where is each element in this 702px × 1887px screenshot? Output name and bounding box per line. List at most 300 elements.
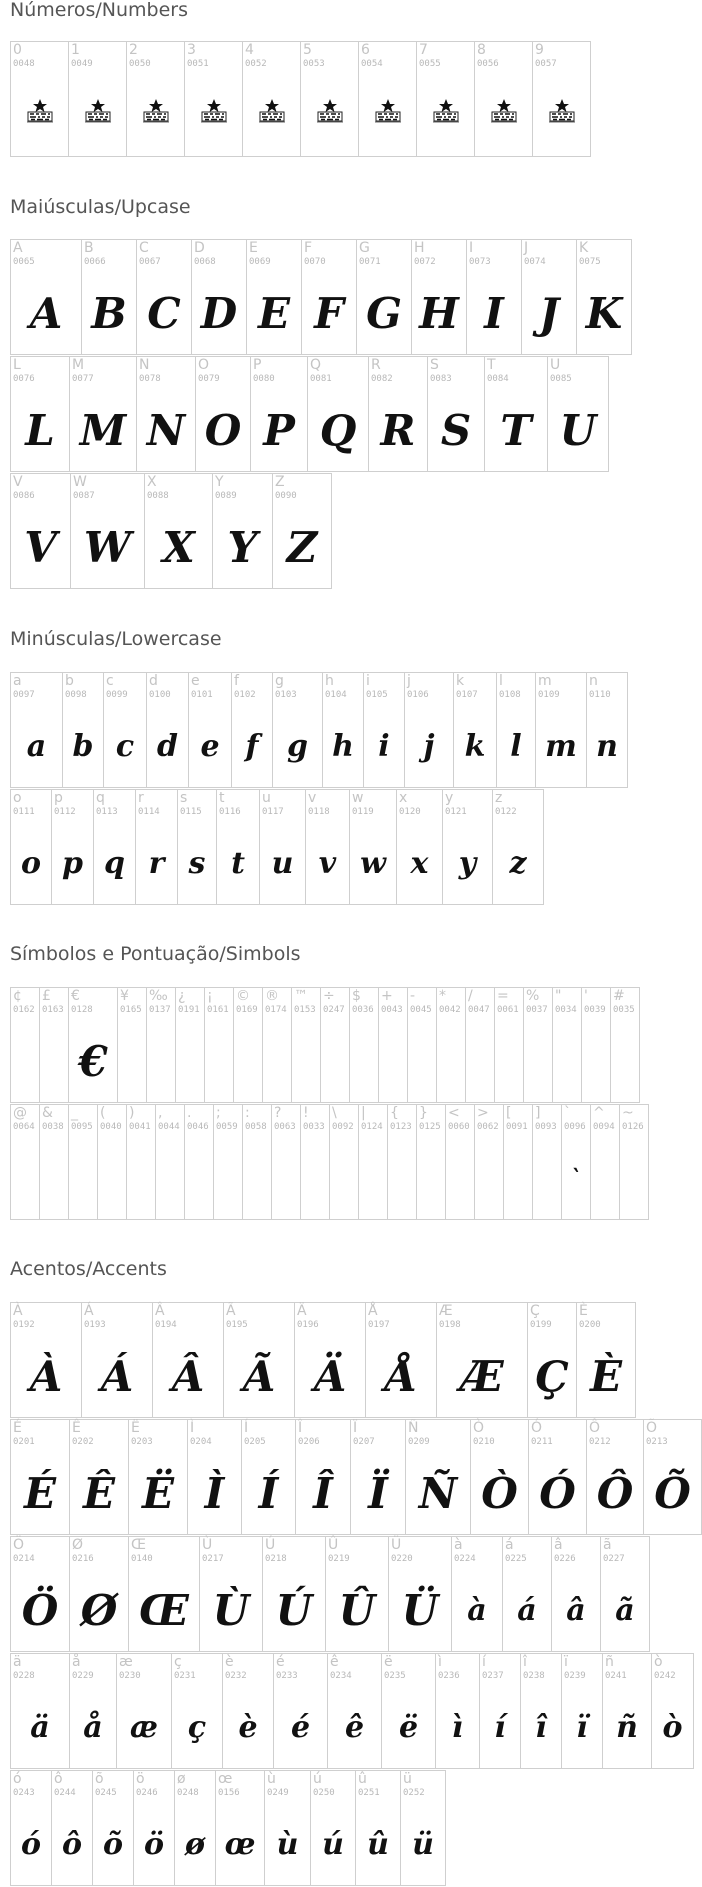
glyph-character: Ì [190,1420,195,1436]
glyph-character: Î [298,1420,303,1436]
glyph-sample: P [263,406,295,455]
glyph-code: 0121 [445,807,467,817]
glyph-sample: Ê [82,1469,115,1518]
missing-glyph-icon [83,98,113,124]
glyph-character: h [325,673,334,689]
glyph-code: 0231 [174,1671,196,1681]
glyph-cell [136,356,196,472]
glyph-sample: Ø [80,1586,118,1635]
glyph-cell [404,672,454,788]
glyph-character: u [262,790,271,806]
glyph-code: 0225 [505,1554,527,1564]
glyph-cell [188,672,232,788]
glyph-sample: d [157,729,178,764]
glyph-character: S [430,357,439,373]
glyph-character: ï [564,1654,568,1670]
symbols-row-1 [10,987,639,1103]
glyph-code: 0048 [13,59,35,69]
glyph-code: 0162 [13,1005,35,1015]
glyph-character: 3 [187,42,196,58]
glyph-sample: ä [30,1710,50,1745]
glyph-cell [643,1419,702,1535]
glyph-character: © [236,988,250,1004]
glyph-sample: j [423,729,435,764]
missing-glyph-icon [431,98,461,124]
glyph-sample: W [83,523,132,572]
glyph-code: 0197 [368,1320,390,1330]
glyph-character: R [371,357,381,373]
glyph-cell [350,1419,406,1535]
glyph-character: Ë [131,1420,140,1436]
glyph-code: 0081 [310,374,332,384]
glyph-cell [445,1104,475,1220]
glyph-character: ` [564,1105,571,1121]
glyph-cell [191,239,247,355]
glyph-cell [502,1536,552,1652]
glyph-character: Í [244,1420,249,1436]
glyph-character: û [358,1771,367,1787]
glyph-code: 0079 [198,374,220,384]
glyph-character: z [495,790,503,806]
glyph-code: 0213 [646,1437,668,1447]
glyph-character: Ä [297,1303,307,1319]
glyph-cell [146,672,189,788]
glyph-cell [97,1104,127,1220]
glyph-cell [396,789,443,905]
glyph-code: 0092 [332,1122,354,1132]
glyph-cell [135,789,178,905]
glyph-cell [68,1104,98,1220]
glyph-character: I [469,240,474,256]
glyph-code: 0122 [495,807,517,817]
glyph-character: ) [129,1105,135,1121]
glyph-character: 7 [419,42,428,58]
glyph-cell [10,1770,52,1886]
glyph-character: ò [654,1654,663,1670]
glyph-sample: ù [276,1827,299,1862]
glyph-character: 8 [477,42,486,58]
glyph-character: l [499,673,503,689]
glyph-cell [576,239,632,355]
glyph-sample: Â [171,1352,205,1401]
glyph-character: ? [274,1105,282,1121]
glyph-cell [416,41,475,157]
glyph-character: Ù [202,1537,213,1553]
glyph-code: 0140 [131,1554,153,1564]
glyph-cell [484,356,548,472]
glyph-code: 0203 [131,1437,153,1447]
glyph-cell [51,789,94,905]
glyph-sample: á [517,1593,537,1628]
glyph-code: 0194 [155,1320,177,1330]
glyph-character: á [505,1537,514,1553]
glyph-sample: i [378,729,390,764]
glyph-sample: y [458,846,477,881]
glyph-cell [581,987,611,1103]
glyph-code: 0041 [129,1122,151,1132]
glyph-code: 0111 [13,807,35,817]
glyph-code: 0229 [72,1671,94,1681]
glyph-code: 0074 [524,257,546,267]
glyph-cell [307,356,369,472]
glyph-sample: Ù [212,1586,250,1635]
glyph-code: 0237 [482,1671,504,1681]
glyph-cell [465,987,495,1103]
glyph-sample: I [484,289,504,338]
glyph-sample: Ñ [418,1469,458,1518]
glyph-code: 0067 [139,257,161,267]
glyph-code: 0044 [158,1122,180,1132]
glyph-code: 0244 [54,1788,76,1798]
glyph-sample: Æ [460,1352,504,1401]
glyph-sample: D [200,289,238,338]
glyph-sample: Ú [275,1586,313,1635]
glyph-sample: Ò [481,1469,518,1518]
glyph-code: 0053 [303,59,325,69]
glyph-character: i [366,673,370,689]
glyph-character: à [454,1537,463,1553]
glyph-cell [68,41,127,157]
glyph-sample: î [535,1710,547,1745]
glyph-character: * [439,988,446,1004]
glyph-character: [ [506,1105,512,1121]
glyph-character: + [381,988,393,1004]
glyph-character: N [139,357,150,373]
glyph-cell [146,987,176,1103]
glyph-code: 0065 [13,257,35,267]
glyph-code: 0118 [308,807,330,817]
glyph-sample: Ö [21,1586,59,1635]
glyph-sample: Y [227,523,258,572]
glyph-code: 0114 [138,807,160,817]
glyph-character: Ò [473,1420,485,1436]
glyph-character: ; [216,1105,221,1121]
glyph-character: J [524,240,529,256]
glyph-character: Ü [391,1537,402,1553]
glyph-sample: è [238,1710,258,1745]
glyph-cell [10,1653,70,1769]
glyph-code: 0104 [325,690,347,700]
glyph-cell [231,672,273,788]
glyph-character: Á [84,1303,94,1319]
glyph-code: 0062 [477,1122,499,1132]
numbers-row [10,41,590,157]
glyph-code: 0038 [42,1122,64,1132]
glyph-code: 0075 [579,257,601,267]
glyph-character: d [149,673,158,689]
glyph-sample: æ [130,1710,158,1745]
glyph-cell [551,1536,601,1652]
glyph-cell [349,789,397,905]
glyph-character: { [390,1105,399,1121]
glyph-cell [81,239,137,355]
glyph-code: 0060 [448,1122,470,1132]
glyph-code: 0120 [399,807,421,817]
glyph-cell [10,987,40,1103]
glyph-cell [273,1653,328,1769]
glyph-character: t [219,790,225,806]
glyph-cell [215,1770,265,1886]
glyph-code: 0069 [249,257,271,267]
glyph-character: n [589,673,598,689]
glyph-sample: u [271,846,294,881]
glyph-code: 0108 [499,690,521,700]
glyph-code: 0097 [13,690,35,700]
glyph-character: p [54,790,63,806]
glyph-cell [152,1302,224,1418]
glyph-sample: Å [384,1352,418,1401]
glyph-character: å [72,1654,81,1670]
glyph-sample: s [188,846,206,881]
glyph-character: ô [54,1771,63,1787]
glyph-cell [494,987,524,1103]
glyph-sample: H [419,289,459,338]
glyph-character: Ï [353,1420,358,1436]
glyph-character: ê [330,1654,339,1670]
glyph-character: 2 [129,42,138,58]
upper-row-1 [10,239,631,355]
glyph-cell [520,1653,562,1769]
glyph-cell [322,672,364,788]
glyph-code: 0088 [147,491,169,501]
glyph-code: 0054 [361,59,383,69]
glyph-sample: Q [319,406,357,455]
upper-row-3 [10,473,331,589]
glyph-code: 0198 [439,1320,461,1330]
glyph-code: 0218 [265,1554,287,1564]
glyph-character: _ [71,1105,78,1121]
glyph-cell [271,1104,301,1220]
glyph-character: Ã [226,1303,236,1319]
glyph-code: 0072 [414,257,436,267]
glyph-cell [175,987,205,1103]
glyph-code: 0068 [194,257,216,267]
glyph-code: 0115 [180,807,202,817]
glyph-character: ä [13,1654,22,1670]
glyph-character: v [308,790,317,806]
glyph-character: C [139,240,149,256]
glyph-character: F [304,240,313,256]
glyph-sample: V [24,523,57,572]
glyph-character: ø [177,1771,186,1787]
missing-glyph-icon [373,98,403,124]
glyph-cell [561,1653,603,1769]
glyph-cell [436,987,466,1103]
glyph-cell [528,1419,587,1535]
glyph-character: & [42,1105,53,1121]
glyph-cell [325,1536,389,1652]
glyph-cell [128,1536,200,1652]
glyph-sample: Z [286,523,318,572]
glyph-sample: K [585,289,623,338]
glyph-character: c [106,673,114,689]
glyph-cell [171,1653,223,1769]
glyph-sample: ï [576,1710,588,1745]
glyph-character: œ [218,1771,233,1787]
glyph-cell [600,1536,650,1652]
glyph-code: 0227 [603,1554,625,1564]
glyph-character: r [138,790,144,806]
glyph-code: 0056 [477,59,499,69]
glyph-cell [610,987,640,1103]
glyph-character: , [158,1105,163,1121]
glyph-cell [133,1770,175,1886]
glyph-code: 0123 [390,1122,412,1132]
glyph-character: s [180,790,188,806]
glyph-sample: Ü [401,1586,439,1635]
glyph-cell [552,987,582,1103]
glyph-code: 0061 [497,1005,519,1015]
glyph-code: 0250 [313,1788,335,1798]
glyph-character: ú [313,1771,322,1787]
glyph-code: 0236 [438,1671,460,1681]
glyph-sample: ü [412,1827,434,1862]
glyph-cell [576,1302,636,1418]
glyph-cell [547,356,609,472]
glyph-cell [272,473,332,589]
glyph-code: 0095 [71,1122,93,1132]
glyph-cell [246,239,302,355]
glyph-code: 0057 [535,59,557,69]
glyph-code: 0207 [353,1437,375,1447]
glyph-character: ç [174,1654,182,1670]
glyph-character: % [526,988,540,1004]
section-title-accents: Acentos/Accents [10,1258,167,1280]
glyph-cell [451,1536,503,1652]
glyph-code: 0087 [73,491,95,501]
glyph-code: 0033 [303,1122,325,1132]
glyph-cell [301,239,357,355]
glyph-code: 0117 [262,807,284,817]
glyph-sample: f [245,729,259,764]
glyph-code: 0109 [538,690,560,700]
glyph-character: ™ [294,988,308,1004]
glyph-sample: ô [61,1827,82,1862]
glyph-character: W [73,474,87,490]
missing-glyph-icon [141,98,171,124]
glyph-code: 0064 [13,1122,35,1132]
glyph-code: 0040 [100,1122,122,1132]
glyph-cell [10,41,69,157]
glyph-code: 0096 [564,1122,586,1132]
glyph-sample: È [589,1352,622,1401]
accents-row-4 [10,1653,693,1769]
glyph-code: 0116 [219,807,241,817]
glyph-sample: O [204,406,242,455]
glyph-character: H [414,240,425,256]
section-title-numbers: Números/Numbers [10,0,188,21]
glyph-cell [300,41,359,157]
glyph-sample: N [146,406,186,455]
glyph-cell [523,987,553,1103]
glyph-cell [174,1770,216,1886]
glyph-character: = [497,988,509,1004]
glyph-character: P [253,357,262,373]
glyph-character: e [191,673,200,689]
glyph-sample: õ [102,1827,123,1862]
accents-row-3 [10,1536,649,1652]
glyph-character: } [419,1105,428,1121]
glyph-character: # [613,988,625,1004]
glyph-code: 0100 [149,690,171,700]
glyph-sample: E [257,289,290,338]
section-title-symbols: Símbolos e Pontuação/Simbols [10,943,301,965]
glyph-cell [10,672,63,788]
glyph-character: / [468,988,473,1004]
glyph-sample: c [115,729,135,764]
glyph-cell [590,1104,620,1220]
glyph-sample: r [148,846,165,881]
glyph-character: í [482,1654,486,1670]
glyph-cell [62,672,104,788]
glyph-cell [103,672,147,788]
glyph-sample: à [467,1593,487,1628]
glyph-character: B [84,240,94,256]
glyph-character: G [359,240,370,256]
glyph-code: 0224 [454,1554,476,1564]
glyph-cell [81,1302,153,1418]
glyph-code: 0039 [584,1005,606,1015]
glyph-cell [619,1104,649,1220]
glyph-code: 0137 [149,1005,171,1015]
glyph-code: 0076 [13,374,35,384]
glyph-sample: M [79,406,127,455]
glyph-sample: F [314,289,344,338]
glyph-character: x [399,790,408,806]
glyph-sample: ç [187,1710,207,1745]
missing-glyph-icon [199,98,229,124]
glyph-character: | [361,1105,366,1121]
glyph-code: 0193 [84,1320,106,1330]
glyph-cell [474,41,533,157]
glyph-cell [223,1302,295,1418]
glyph-cell [117,987,147,1103]
glyph-sample: R [380,406,416,455]
glyph-cell [144,473,213,589]
glyph-cell [470,1419,529,1535]
glyph-character: $ [352,988,361,1004]
section-title-lower: Minúsculas/Lowercase [10,628,222,650]
glyph-cell [39,1104,69,1220]
glyph-character: ë [384,1654,393,1670]
glyph-cell [436,1302,528,1418]
glyph-code: 0238 [523,1671,545,1681]
glyph-code: 0251 [358,1788,380,1798]
glyph-code: 0106 [407,690,429,700]
missing-glyph-icon [315,98,345,124]
missing-glyph-icon [489,98,519,124]
glyph-character: > [477,1105,489,1121]
missing-glyph-icon [257,98,287,124]
glyph-cell [427,356,485,472]
glyph-cell [310,1770,356,1886]
glyph-code: 0214 [13,1554,35,1564]
glyph-code: 0242 [654,1671,676,1681]
glyph-sample: C [147,289,181,338]
glyph-code: 0196 [297,1320,319,1330]
glyph-cell [204,987,234,1103]
glyph-code: 0156 [218,1788,240,1798]
glyph-character: M [72,357,85,373]
glyph-code: 0066 [84,257,106,267]
glyph-code: 0078 [139,374,161,384]
missing-glyph-icon [25,98,55,124]
glyph-character: ® [265,988,279,1004]
upper-row-2 [10,356,608,472]
glyph-cell [405,1419,471,1535]
glyph-code: 0112 [54,807,76,817]
glyph-cell [295,1419,351,1535]
